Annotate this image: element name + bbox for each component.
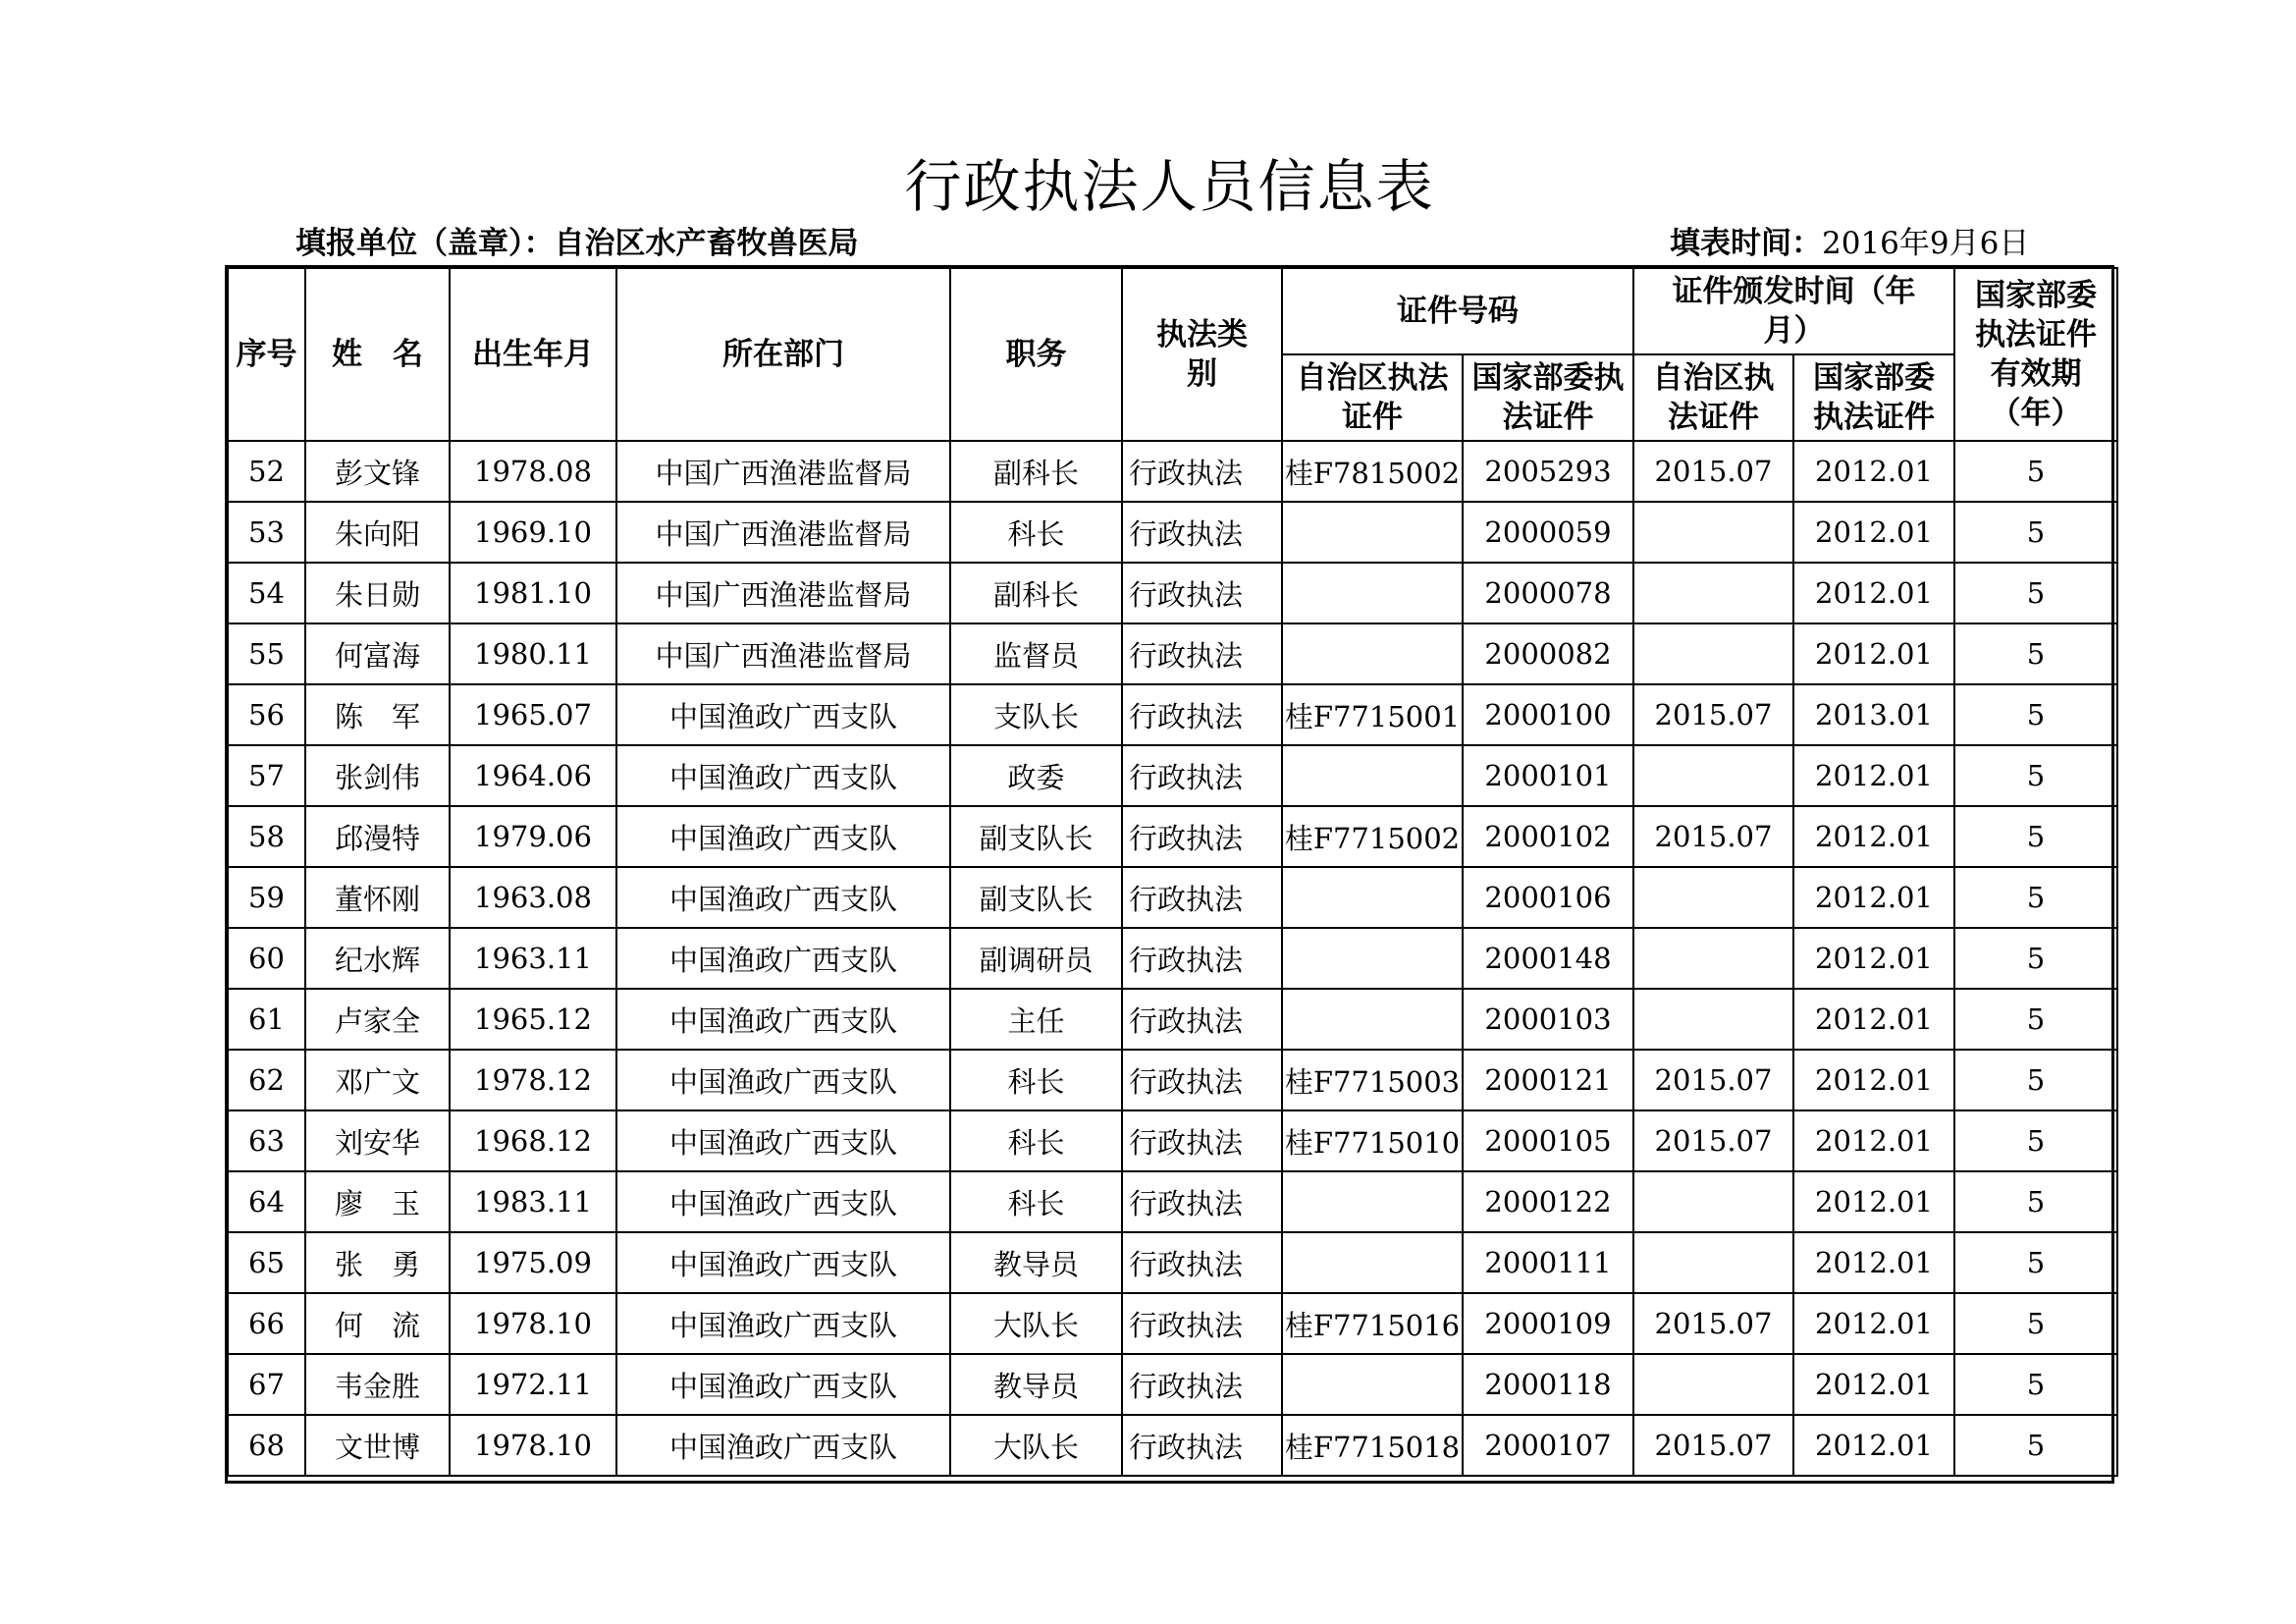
table-row [228,684,2117,745]
cert-region-cell: 桂F7815002 [1282,441,1463,502]
position-cell: 副支队长 [950,867,1122,928]
birth-cell: 1978.08 [450,441,616,502]
birth-cell: 1983.11 [450,1171,616,1232]
category-cell: 行政执法 [1122,989,1282,1050]
header-cert-no-national: 国家部委执法证件 [1463,354,1633,441]
issue-region-cell: 2015.07 [1633,806,1793,867]
issue-region-cell: 2015.07 [1633,684,1793,745]
dept-cell: 中国渔政广西支队 [616,1171,950,1232]
name-cell: 邓广文 [305,1050,450,1110]
fill-date [1670,218,2029,262]
position-cell: 副调研员 [950,928,1122,989]
name-cell: 朱日勋 [305,563,450,623]
category-cell: 行政执法 [1122,1050,1282,1110]
seq-cell: 57 [228,745,305,806]
position-cell: 教导员 [950,1232,1122,1293]
category-cell: 行政执法 [1122,1415,1282,1476]
category-cell: 行政执法 [1122,623,1282,684]
category-cell: 行政执法 [1122,867,1282,928]
position-cell: 大队长 [950,1293,1122,1354]
birth-cell: 1981.10 [450,563,616,623]
cert-national-cell: 2000101 [1463,745,1633,806]
header-category: 执法类别 [1122,268,1282,441]
fill-date-value: 2016年9月6日 [1822,226,2030,261]
validity-cell: 5 [1954,563,2117,623]
name-cell: 何富海 [305,623,450,684]
category-cell: 行政执法 [1122,1110,1282,1171]
category-cell: 行政执法 [1122,563,1282,623]
category-cell: 行政执法 [1122,1232,1282,1293]
table-row [228,1415,2117,1476]
name-cell: 卢家全 [305,989,450,1050]
issue-national-cell: 2012.01 [1793,928,1954,989]
position-cell: 副科长 [950,563,1122,623]
issue-national-cell: 2012.01 [1793,806,1954,867]
birth-cell: 1979.06 [450,806,616,867]
cert-region-cell: 桂F7715001 [1282,684,1463,745]
header-seq: 序号 [228,268,305,441]
cert-region-cell [1282,502,1463,563]
name-cell: 何 流 [305,1293,450,1354]
reporting-unit-label: 填报单位（盖章）： [295,226,555,261]
table-row [228,502,2117,563]
table-row [228,806,2117,867]
dept-cell: 中国广西渔港监督局 [616,623,950,684]
category-cell: 行政执法 [1122,684,1282,745]
birth-cell: 1978.12 [450,1050,616,1110]
issue-region-cell: 2015.07 [1633,1110,1793,1171]
position-cell: 政委 [950,745,1122,806]
cert-region-cell: 桂F7715016 [1282,1293,1463,1354]
position-cell: 科长 [950,1050,1122,1110]
personnel-table [227,267,2118,1477]
validity-cell: 5 [1954,1415,2117,1476]
cert-national-cell: 2000059 [1463,502,1633,563]
seq-cell: 59 [228,867,305,928]
cert-national-cell: 2000103 [1463,989,1633,1050]
seq-cell: 53 [228,502,305,563]
category-cell: 行政执法 [1122,745,1282,806]
seq-cell: 67 [228,1354,305,1415]
validity-cell: 5 [1954,1354,2117,1415]
cert-national-cell: 2000102 [1463,806,1633,867]
issue-region-cell: 2015.07 [1633,441,1793,502]
name-cell: 陈 军 [305,684,450,745]
dept-cell: 中国广西渔港监督局 [616,563,950,623]
name-cell: 廖 玉 [305,1171,450,1232]
name-cell: 董怀刚 [305,867,450,928]
cert-national-cell: 2000100 [1463,684,1633,745]
header-birth: 出生年月 [450,268,616,441]
birth-cell: 1978.10 [450,1293,616,1354]
name-cell: 文世博 [305,1415,450,1476]
header-cert-no-region: 自治区执法证件 [1282,354,1463,441]
issue-national-cell: 2012.01 [1793,1293,1954,1354]
name-cell: 刘安华 [305,1110,450,1171]
seq-cell: 64 [228,1171,305,1232]
dept-cell: 中国渔政广西支队 [616,806,950,867]
table-row [228,563,2117,623]
table-row [228,1110,2117,1171]
cert-national-cell: 2000109 [1463,1293,1633,1354]
dept-cell: 中国渔政广西支队 [616,1232,950,1293]
table-row [228,1293,2117,1354]
table-row [228,1171,2117,1232]
cert-national-cell: 2000111 [1463,1232,1633,1293]
table-row [228,1354,2117,1415]
issue-national-cell: 2012.01 [1793,563,1954,623]
position-cell: 副支队长 [950,806,1122,867]
reporting-unit [295,218,859,262]
category-cell: 行政执法 [1122,1171,1282,1232]
birth-cell: 1980.11 [450,623,616,684]
name-cell: 纪水辉 [305,928,450,989]
cert-national-cell: 2000121 [1463,1050,1633,1110]
cert-national-cell: 2000107 [1463,1415,1633,1476]
header-issue-national: 国家部委执法证件 [1793,354,1954,441]
name-cell: 邱漫特 [305,806,450,867]
name-cell: 张 勇 [305,1232,450,1293]
birth-cell: 1965.12 [450,989,616,1050]
seq-cell: 62 [228,1050,305,1110]
issue-national-cell: 2012.01 [1793,1354,1954,1415]
reporting-unit-value: 自治区水产畜牧兽医局 [554,226,859,261]
birth-cell: 1965.07 [450,684,616,745]
seq-cell: 60 [228,928,305,989]
issue-national-cell: 2012.01 [1793,989,1954,1050]
seq-cell: 61 [228,989,305,1050]
cert-region-cell [1282,623,1463,684]
table-row [228,745,2117,806]
seq-cell: 52 [228,441,305,502]
table-row [228,623,2117,684]
cert-region-cell [1282,1232,1463,1293]
category-cell: 行政执法 [1122,1354,1282,1415]
birth-cell: 1975.09 [450,1232,616,1293]
cert-region-cell: 桂F7715002 [1282,806,1463,867]
birth-cell: 1964.06 [450,745,616,806]
cert-region-cell [1282,745,1463,806]
dept-cell: 中国渔政广西支队 [616,1050,950,1110]
header-dept: 所在部门 [616,268,950,441]
cert-region-cell [1282,867,1463,928]
dept-cell: 中国渔政广西支队 [616,745,950,806]
issue-national-cell: 2012.01 [1793,745,1954,806]
cert-region-cell [1282,928,1463,989]
issue-region-cell [1633,623,1793,684]
cert-region-cell [1282,1354,1463,1415]
birth-cell: 1968.12 [450,1110,616,1171]
cert-national-cell: 2005293 [1463,441,1633,502]
dept-cell: 中国渔政广西支队 [616,1293,950,1354]
position-cell: 大队长 [950,1415,1122,1476]
validity-cell: 5 [1954,1232,2117,1293]
cert-national-cell: 2000078 [1463,563,1633,623]
cert-region-cell: 桂F7715010 [1282,1110,1463,1171]
position-cell: 副科长 [950,441,1122,502]
issue-national-cell: 2012.01 [1793,1050,1954,1110]
cert-region-cell [1282,989,1463,1050]
issue-national-cell: 2012.01 [1793,867,1954,928]
dept-cell: 中国渔政广西支队 [616,1110,950,1171]
table-row [228,1050,2117,1110]
issue-region-cell [1633,1354,1793,1415]
dept-cell: 中国渔政广西支队 [616,928,950,989]
page-title: 行政执法人员信息表 [904,153,1435,220]
category-cell: 行政执法 [1122,502,1282,563]
validity-cell: 5 [1954,745,2117,806]
header-cert-no: 证件号码 [1282,268,1633,354]
cert-region-cell [1282,563,1463,623]
validity-cell: 5 [1954,623,2117,684]
position-cell: 主任 [950,989,1122,1050]
seq-cell: 54 [228,563,305,623]
name-cell: 朱向阳 [305,502,450,563]
dept-cell: 中国渔政广西支队 [616,684,950,745]
validity-cell: 5 [1954,806,2117,867]
category-cell: 行政执法 [1122,441,1282,502]
seq-cell: 56 [228,684,305,745]
validity-cell: 5 [1954,867,2117,928]
table-row [228,441,2117,502]
name-cell: 彭文锋 [305,441,450,502]
issue-national-cell: 2012.01 [1793,1171,1954,1232]
issue-region-cell [1633,745,1793,806]
seq-cell: 65 [228,1232,305,1293]
validity-cell: 5 [1954,1050,2117,1110]
validity-cell: 5 [1954,1110,2117,1171]
issue-region-cell [1633,989,1793,1050]
cert-national-cell: 2000148 [1463,928,1633,989]
seq-cell: 55 [228,623,305,684]
issue-national-cell: 2012.01 [1793,623,1954,684]
position-cell: 科长 [950,502,1122,563]
dept-cell: 中国渔政广西支队 [616,1354,950,1415]
issue-region-cell [1633,563,1793,623]
name-cell: 张剑伟 [305,745,450,806]
dept-cell: 中国渔政广西支队 [616,867,950,928]
fill-date-label: 填表时间： [1670,226,1822,261]
category-cell: 行政执法 [1122,806,1282,867]
birth-cell: 1972.11 [450,1354,616,1415]
seq-cell: 68 [228,1415,305,1476]
validity-cell: 5 [1954,1171,2117,1232]
issue-region-cell [1633,867,1793,928]
seq-cell: 58 [228,806,305,867]
table-row [228,1232,2117,1293]
position-cell: 教导员 [950,1354,1122,1415]
birth-cell: 1963.11 [450,928,616,989]
validity-cell: 5 [1954,502,2117,563]
birth-cell: 1963.08 [450,867,616,928]
validity-cell: 5 [1954,1293,2117,1354]
category-cell: 行政执法 [1122,928,1282,989]
cert-region-cell: 桂F7715018 [1282,1415,1463,1476]
dept-cell: 中国渔政广西支队 [616,1415,950,1476]
cert-national-cell: 2000106 [1463,867,1633,928]
table-row [228,928,2117,989]
dept-cell: 中国广西渔港监督局 [616,441,950,502]
issue-region-cell: 2015.07 [1633,1415,1793,1476]
issue-national-cell: 2012.01 [1793,441,1954,502]
validity-cell: 5 [1954,684,2117,745]
cert-region-cell [1282,1171,1463,1232]
validity-cell: 5 [1954,928,2117,989]
issue-region-cell: 2015.07 [1633,1293,1793,1354]
cert-national-cell: 2000118 [1463,1354,1633,1415]
issue-national-cell: 2012.01 [1793,502,1954,563]
issue-region-cell [1633,502,1793,563]
issue-national-cell: 2012.01 [1793,1232,1954,1293]
issue-region-cell [1633,1232,1793,1293]
position-cell: 科长 [950,1171,1122,1232]
header-issue-time: 证件颁发时间（年月） [1633,268,1954,354]
name-cell: 韦金胜 [305,1354,450,1415]
issue-region-cell: 2015.07 [1633,1050,1793,1110]
issue-national-cell: 2013.01 [1793,684,1954,745]
table-row [228,867,2117,928]
cert-national-cell: 2000105 [1463,1110,1633,1171]
issue-region-cell [1633,1171,1793,1232]
issue-national-cell: 2012.01 [1793,1415,1954,1476]
seq-cell: 66 [228,1293,305,1354]
cert-national-cell: 2000122 [1463,1171,1633,1232]
cert-national-cell: 2000082 [1463,623,1633,684]
dept-cell: 中国渔政广西支队 [616,989,950,1050]
birth-cell: 1969.10 [450,502,616,563]
category-cell: 行政执法 [1122,1293,1282,1354]
issue-national-cell: 2012.01 [1793,1110,1954,1171]
position-cell: 科长 [950,1110,1122,1171]
header-validity: 国家部委执法证件有效期（年） [1954,268,2117,441]
issue-region-cell [1633,928,1793,989]
birth-cell: 1978.10 [450,1415,616,1476]
header-issue-region: 自治区执法证件 [1633,354,1793,441]
position-cell: 监督员 [950,623,1122,684]
header-position: 职务 [950,268,1122,441]
validity-cell: 5 [1954,989,2117,1050]
validity-cell: 5 [1954,441,2117,502]
cert-region-cell: 桂F7715003 [1282,1050,1463,1110]
dept-cell: 中国广西渔港监督局 [616,502,950,563]
position-cell: 支队长 [950,684,1122,745]
header-name: 姓 名 [305,268,450,441]
table-row [228,989,2117,1050]
seq-cell: 63 [228,1110,305,1171]
